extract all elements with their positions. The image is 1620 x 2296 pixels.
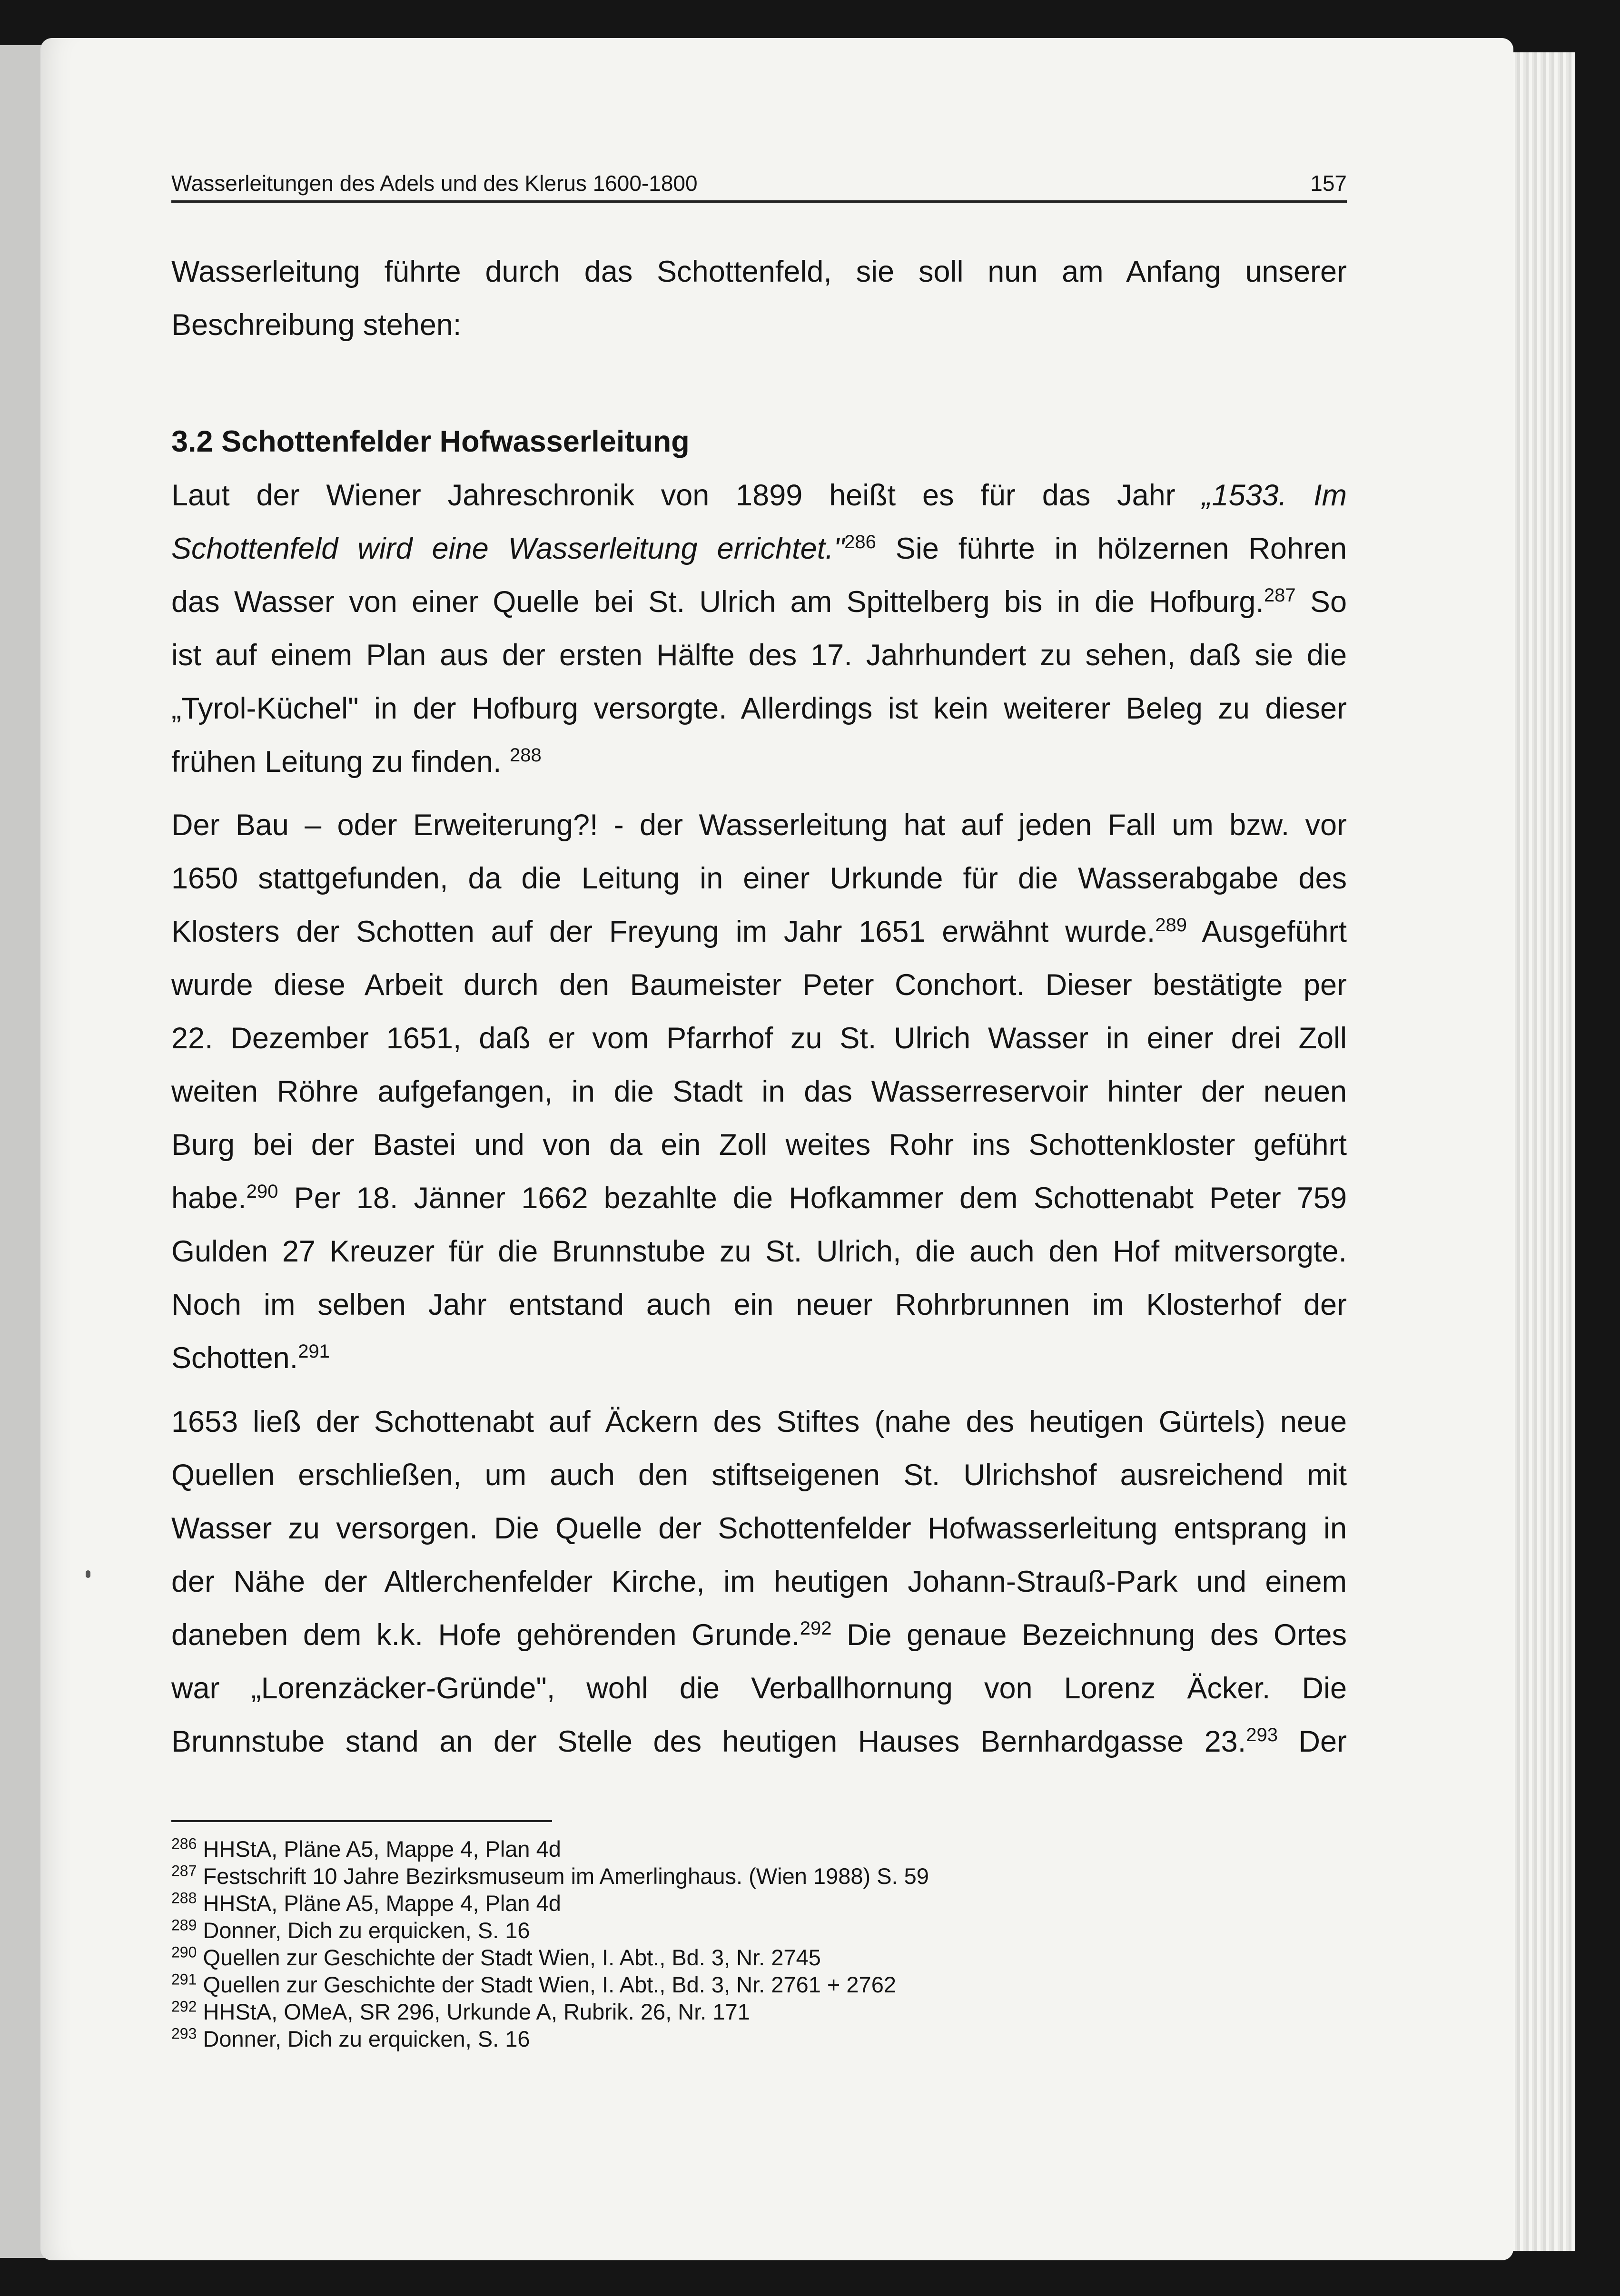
footnote: $^{288}$ HHStA, Pläne A5, Mappe 4, Plan 4d [171, 1889, 561, 1916]
footnote-ref: 290 [246, 1181, 278, 1202]
body-line: ist auf einem Plan aus der ersten Hälfte des 17. Jahrhundert zu sehen, daß sie die [171, 639, 1347, 672]
running-header [171, 169, 1347, 203]
body-line: wurde diese Arbeit durch den Baumeister Peter Conchort. Dieser bestätigte per [171, 968, 1347, 1002]
footnote-number: 290 [171, 1943, 197, 1961]
body-line: der Nähe der Altlerchenfelder Kirche, im heutigen Johann-Strauß-Park und einem [171, 1565, 1347, 1598]
body-line: Noch im selben Jahr entstand auch ein neuer Rohrbrunnen im Klosterhof der [171, 1288, 1347, 1321]
footnote-ref: 291 [298, 1341, 330, 1362]
footnote-ref: 289 [1155, 915, 1187, 936]
body-line: Wasserleitung führte durch das Schottenfeld, sie soll nun am Anfang unserer [171, 255, 1347, 288]
footnote-number: 291 [171, 1971, 197, 1988]
footnote: $^{287}$ Festschrift 10 Jahre Bezirksmuseum im Amerlinghaus. (Wien 1988) S. 59 [171, 1862, 929, 1889]
running-header-title: Wasserleitungen des Adels und des Klerus 1600-1800 [171, 171, 698, 196]
body-line: Klosters der Schotten auf der Freyung im Jahr 1651 erwähnt wurde.$^{289}$ Ausgeführt [171, 915, 1347, 948]
footnote: $^{289}$ Donner, Dich zu erquicken, S. 16 [171, 1916, 530, 1943]
footnote-ref: 288 [510, 745, 542, 766]
footnote-number: 293 [171, 2025, 197, 2042]
page-number: 157 [1310, 171, 1347, 196]
body-line: Brunnstube stand an der Stelle des heutigen Hauses Bernhardgasse 23.$^{293}$ Der [171, 1724, 1347, 1758]
footnote-ref: 287 [1264, 585, 1296, 606]
body-line: Der Bau – oder Erweiterung?! - der Wasserleitung hat auf jeden Fall um bzw. vor [171, 808, 1347, 842]
body-line: Schottenfeld wird eine Wasserleitung errichtet."$^{286}$ Sie führte in hölzernen Rohren [171, 532, 1347, 565]
footnote: $^{286}$ HHStA, Pläne A5, Mappe 4, Plan 4d [171, 1835, 561, 1862]
body-line: Schotten.$^{291}$ [171, 1341, 330, 1375]
body-line: daneben dem k.k. Hofe gehörenden Grunde.$^{292}$ Die genaue Bezeichnung des Ortes [171, 1618, 1347, 1652]
footnote: $^{291}$ Quellen zur Geschichte der Stadt Wien, I. Abt., Bd. 3, Nr. 2761 + 2762 [171, 1971, 896, 1997]
body-line: Burg bei der Bastei und von da ein Zoll weites Rohr ins Schottenkloster geführt [171, 1128, 1347, 1162]
footnote-ref: 292 [800, 1618, 832, 1639]
body-line: 1650 stattgefunden, da die Leitung in einer Urkunde für die Wasserabgabe des [171, 862, 1347, 895]
footnote-ref: 293 [1246, 1724, 1278, 1745]
body-line: „Tyrol-Küchel" in der Hofburg versorgte. Allerdings ist kein weiterer Beleg zu dieser [171, 692, 1347, 725]
footnote-number: 289 [171, 1916, 197, 1934]
footnote-number: 288 [171, 1889, 197, 1907]
footnote-number: 286 [171, 1835, 197, 1853]
body-line: 1653 ließ der Schottenabt auf Äckern des Stiftes (nahe des heutigen Gürtels) neue [171, 1405, 1347, 1439]
body-line: 22. Dezember 1651, daß er vom Pfarrhof zu St. Ulrich Wasser in einer drei Zoll [171, 1022, 1347, 1055]
body-line: Beschreibung stehen: [171, 308, 462, 342]
body-line: habe.$^{290}$ Per 18. Jänner 1662 bezahlte die Hofkammer dem Schottenabt Peter 759 [171, 1181, 1347, 1215]
footnote: $^{293}$ Donner, Dich zu erquicken, S. 16 [171, 2025, 530, 2051]
body-line: weiten Röhre aufgefangen, in die Stadt in das Wasserreservoir hinter der neuen [171, 1075, 1347, 1108]
body-line: Quellen erschließen, um auch den stiftseigenen St. Ulrichshof ausreichend mit [171, 1458, 1347, 1492]
ink-speck [86, 1570, 90, 1578]
section-heading: 3.2 Schottenfelder Hofwasserleitung [171, 425, 690, 458]
body-line: Gulden 27 Kreuzer für die Brunnstube zu St. Ulrich, die auch den Hof mitversorgte. [171, 1235, 1347, 1268]
footnote: $^{292}$ HHStA, OMeA, SR 296, Urkunde A, Rubrik. 26, Nr. 171 [171, 1998, 750, 2024]
body-line: das Wasser von einer Quelle bei St. Ulrich am Spittelberg bis in die Hofburg.$^{287}$ So [171, 585, 1347, 619]
footnote-rule [171, 1820, 552, 1822]
body-line: Wasser zu versorgen. Die Quelle der Schottenfelder Hofwasserleitung entsprang in [171, 1512, 1347, 1545]
footnote: $^{290}$ Quellen zur Geschichte der Stadt Wien, I. Abt., Bd. 3, Nr. 2745 [171, 1943, 821, 1970]
footnote-number: 287 [171, 1862, 197, 1880]
footnote-ref: 286 [844, 532, 876, 552]
footnote-number: 292 [171, 1998, 197, 2015]
body-line: Laut der Wiener Jahreschronik von 1899 heißt es für das Jahr „1533. Im [171, 479, 1347, 512]
body-line: frühen Leitung zu finden. $^{288}$ [171, 745, 542, 778]
body-line: war „Lorenzäcker-Gründe", wohl die Verballhornung von Lorenz Äcker. Die [171, 1672, 1347, 1705]
